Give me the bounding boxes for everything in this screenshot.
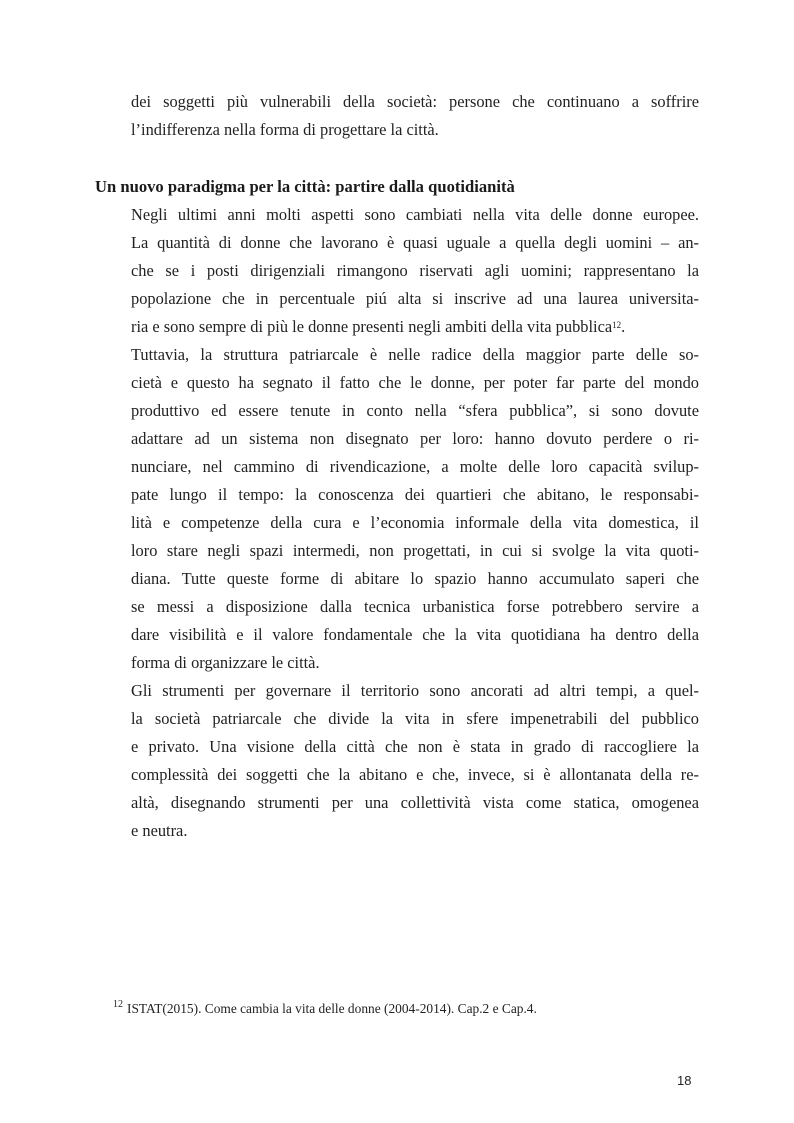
text-line: che se i posti dirigenziali rimangono riservati agli uomini; rappresentano la xyxy=(131,261,699,280)
footnote-reference[interactable]: 12 xyxy=(612,320,622,330)
text-line: adattare ad un sistema non disegnato per loro: hanno dovuto perdere o ri- xyxy=(131,429,699,448)
text-line: nunciare, nel cammino di rivendicazione, a molte delle loro capacità svilup- xyxy=(131,457,699,476)
section-heading: Un nuovo paradigma per la città: partire dalla quotidianità xyxy=(95,177,515,196)
text-line: lità e competenze della cura e l’economia informale della vita domestica, il xyxy=(131,513,699,532)
text-line: produttivo ed essere tenute in conto nella “sfera pubblica”, si sono dovute xyxy=(131,401,699,420)
body-paragraph-3 xyxy=(131,681,699,849)
text-line: cietà e questo ha segnato il fatto che le donne, per poter far parte del mondo xyxy=(131,373,699,392)
text-line: Negli ultimi anni molti aspetti sono cambiati nella vita delle donne europee. xyxy=(131,205,699,224)
text-line: se messi a disposizione dalla tecnica urbanistica forse potrebbero servire a xyxy=(131,597,699,616)
end-punctuation: . xyxy=(621,317,626,336)
footnote-text: ISTAT(2015). Come cambia la vita delle donne (2004-2014). Cap.2 e Cap.4. xyxy=(127,1001,537,1016)
footnote-number: 12 xyxy=(113,999,123,1010)
body-paragraph-2 xyxy=(131,345,699,681)
text-line: pate lungo il tempo: la conoscenza dei quartieri che abitano, le responsabi- xyxy=(131,485,699,504)
text-line: ria e sono sempre di più le donne presenti negli ambiti della vita pubblica xyxy=(131,317,613,336)
text-line: e neutra. xyxy=(131,821,188,840)
text-line: l’indifferenza nella forma di progettare la città. xyxy=(131,120,439,139)
text-line: La quantità di donne che lavorano è quasi uguale a quella degli uomini – an- xyxy=(131,233,699,252)
text-line: Tuttavia, la struttura patriarcale è nelle radice della maggior parte delle so- xyxy=(131,345,699,364)
text-line: loro stare negli spazi intermedi, non progettati, in cui si svolge la vita quoti- xyxy=(131,541,699,560)
text-line: la società patriarcale che divide la vita in sfere impenetrabili del pubblico xyxy=(131,709,699,728)
page-number: 18 xyxy=(677,1073,692,1088)
text-line: dei soggetti più vulnerabili della società: persone che continuano a soffrire xyxy=(131,92,699,111)
body-paragraph-1 xyxy=(131,205,699,345)
text-line: popolazione che in percentuale piú alta si inscrive ad una laurea universita- xyxy=(131,289,699,308)
text-line: complessità dei soggetti che la abitano e che, invece, si è allontanata della re- xyxy=(131,765,699,784)
intro-paragraph xyxy=(131,92,699,142)
text-line: diana. Tutte queste forme di abitare lo spazio hanno accumulato saperi che xyxy=(131,569,699,588)
text-line: Gli strumenti per governare il territorio sono ancorati ad altri tempi, a quel- xyxy=(131,681,699,700)
text-line: dare visibilità e il valore fondamentale che la vita quotidiana ha dentro della xyxy=(131,625,699,644)
text-line: altà, disegnando strumenti per una collettività vista come statica, omogenea xyxy=(131,793,699,812)
text-line: forma di organizzare le città. xyxy=(131,653,320,672)
text-line: e privato. Una visione della città che non è stata in grado di raccogliere la xyxy=(131,737,699,756)
text-line-last xyxy=(131,317,625,337)
